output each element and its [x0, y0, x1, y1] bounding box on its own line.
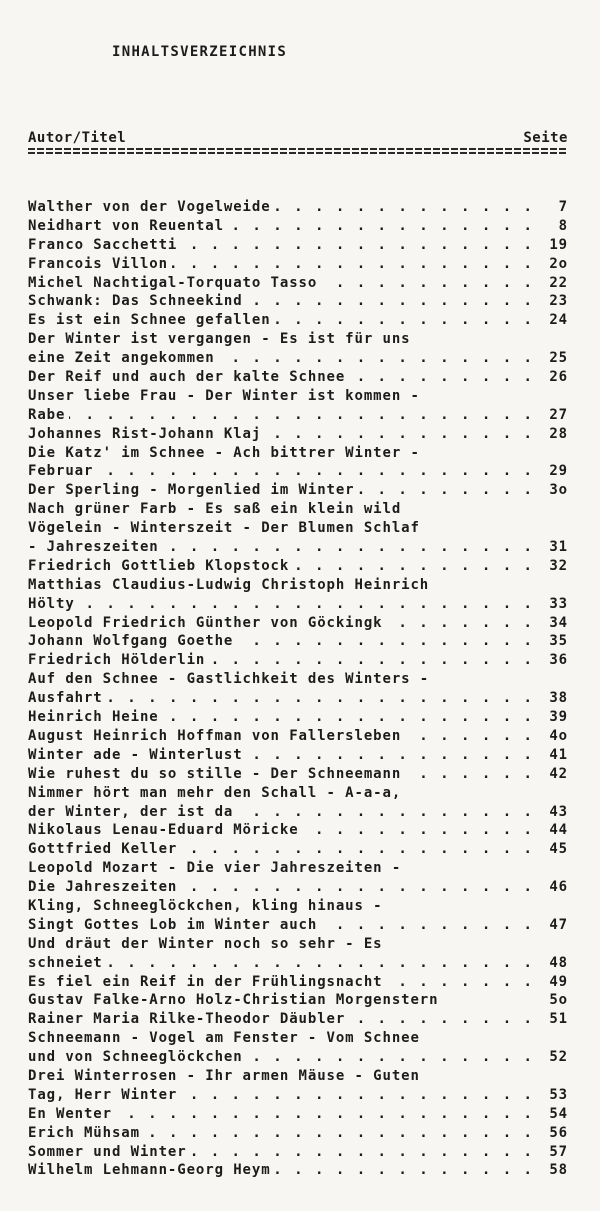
toc-entry — [28, 274, 568, 293]
toc-entry-text: Schneemann - Vogel am Fenster - Vom Schnee — [28, 1030, 424, 1046]
toc-entry-page: 19 — [545, 236, 568, 255]
toc-entry-page: 53 — [545, 1086, 568, 1105]
toc-entry-text: - Jahreszeiten — [28, 539, 163, 555]
toc-entry — [28, 651, 568, 670]
toc-entry — [28, 292, 568, 311]
toc-entry-text: Es fiel ein Reif in der Frühlingsnacht — [28, 974, 387, 990]
toc-entry-page: 2o — [545, 255, 568, 274]
toc-entry — [28, 595, 568, 614]
toc-entry-page: 43 — [545, 803, 568, 822]
header-author-title: Autor/Titel — [28, 130, 127, 146]
toc-entry-page: 42 — [545, 765, 568, 784]
toc-entry — [28, 708, 568, 727]
toc-entry — [28, 897, 568, 916]
toc-entry-text: Kling, Schneeglöckchen, kling hinaus - — [28, 898, 387, 914]
toc-entry — [28, 670, 568, 689]
toc-entry-text: Neidhart von Reuental — [28, 218, 228, 234]
toc-entry — [28, 1086, 568, 1105]
toc-entry-text: Rainer Maria Rilke-Theodor Däubler — [28, 1011, 349, 1027]
toc-entry — [28, 614, 568, 633]
toc-entry-text: Franco Sacchetti — [28, 237, 181, 253]
toc-entry — [28, 519, 568, 538]
toc-entry-text: Friedrich Gottlieb Klopstock — [28, 558, 293, 574]
toc-entry — [28, 991, 568, 1010]
toc-entry — [28, 311, 568, 330]
toc-entry — [28, 425, 568, 444]
header-rule-dashes — [28, 147, 568, 155]
toc-entry-page: 32 — [545, 557, 568, 576]
toc-entry-text: der Winter, der ist da — [28, 804, 237, 820]
toc-entry-text: Die Jahreszeiten — [28, 879, 181, 895]
toc-entry-text: Drei Winterrosen - Ihr armen Mäuse - Guten — [28, 1068, 424, 1084]
toc-entry-text: Der Winter ist vergangen - Es ist für uns — [28, 331, 414, 347]
toc-entry-page: 48 — [545, 954, 568, 973]
toc-entry — [28, 1143, 568, 1162]
toc-entry-page: 22 — [545, 274, 568, 293]
toc-entry — [28, 689, 568, 708]
toc-entry-page: 25 — [545, 349, 568, 368]
toc-entry-text: Der Reif und auch der kalte Schnee — [28, 369, 349, 385]
toc-entry-page: 7 — [555, 198, 568, 217]
toc-entry-page: 45 — [545, 840, 568, 859]
toc-entry-text: Wilhelm Lehmann-Georg Heym — [28, 1162, 275, 1178]
toc-entry-text: Nikolaus Lenau-Eduard Möricke — [28, 822, 303, 838]
toc-entry-text: Tag, Herr Winter — [28, 1087, 181, 1103]
toc-entry-text: Sommer und Winter — [28, 1144, 191, 1160]
toc-entry-text: Die Katz' im Schnee - Ach bittrer Winter - — [28, 445, 424, 461]
toc-entry — [28, 368, 568, 387]
toc-entry-page: 5o — [545, 991, 568, 1010]
toc-entry-page: 8 — [555, 217, 568, 236]
toc-entry — [28, 538, 568, 557]
toc-entry-text: Michel Nachtigal-Torquato Tasso — [28, 275, 321, 291]
toc-entry-text: Der Sperling - Morgenlied im Winter — [28, 482, 359, 498]
toc-entry — [28, 576, 568, 595]
toc-entry-page: 47 — [545, 916, 568, 935]
toc-entry — [28, 746, 568, 765]
toc-entry-page: 44 — [545, 821, 568, 840]
toc-entry-text: Nach grüner Farb - Es saß ein klein wild — [28, 501, 405, 517]
toc-entry — [28, 1161, 568, 1180]
toc-entry-text: Gustav Falke-Arno Holz-Christian Morgenstern — [28, 992, 442, 1008]
toc-entry-text: Hölty — [28, 596, 79, 612]
document-title: INHALTSVERZEICHNIS — [112, 44, 288, 60]
toc-entry — [28, 406, 568, 425]
toc-entry — [28, 1010, 568, 1029]
toc-entry-page: 26 — [545, 368, 568, 387]
toc-entry-page: 24 — [545, 311, 568, 330]
toc-entry — [28, 255, 568, 274]
toc-entry-page: 34 — [545, 614, 568, 633]
toc-entry-text: Unser liebe Frau - Der Winter ist kommen - — [28, 388, 424, 404]
toc-entry — [28, 765, 568, 784]
toc-entry — [28, 217, 568, 236]
toc-entry — [28, 444, 568, 463]
toc-entry-text: Ausfahrt — [28, 690, 107, 706]
toc-entry-page: 46 — [545, 878, 568, 897]
toc-entry — [28, 935, 568, 954]
toc-entry — [28, 330, 568, 349]
toc-entry — [28, 859, 568, 878]
toc-entry-text: Wie ruhest du so stille - Der Schneemann — [28, 766, 405, 782]
toc-entry-page: 28 — [545, 425, 568, 444]
toc-entry-text: Winter ade - Winterlust — [28, 747, 247, 763]
toc-entry-page: 27 — [545, 406, 568, 425]
toc-entry — [28, 954, 568, 973]
toc-entry — [28, 1048, 568, 1067]
toc-entry — [28, 1105, 568, 1124]
toc-entry — [28, 632, 568, 651]
toc-entry-page: 41 — [545, 746, 568, 765]
toc-entry — [28, 1029, 568, 1048]
toc-entry-text: Heinrich Heine — [28, 709, 163, 725]
toc-entry-page: 36 — [545, 651, 568, 670]
toc-entry — [28, 500, 568, 519]
toc-entry-text: Johannes Rist-Johann Klaj — [28, 426, 265, 442]
toc-entry — [28, 481, 568, 500]
toc-entry-text: Erich Mühsam — [28, 1125, 144, 1141]
toc-entry-text: Francois Villon — [28, 256, 172, 272]
toc-entry — [28, 1067, 568, 1086]
toc-entry — [28, 878, 568, 897]
toc-entry-page: 29 — [545, 462, 568, 481]
toc-entry — [28, 349, 568, 368]
toc-entry — [28, 236, 568, 255]
toc-entry — [28, 803, 568, 822]
toc-entry-text: schneiet — [28, 955, 107, 971]
toc-entry — [28, 727, 568, 746]
toc-entry-page: 38 — [545, 689, 568, 708]
toc-entry-text: Gottfried Keller — [28, 841, 181, 857]
toc-entry-page: 58 — [545, 1161, 568, 1180]
toc-entry — [28, 387, 568, 406]
toc-entry-text: Und dräut der Winter noch so sehr - Es — [28, 936, 387, 952]
toc-entry-text: Es ist ein Schnee gefallen — [28, 312, 275, 328]
toc-entry-text: Walther von der Vogelweide — [28, 199, 275, 215]
toc-entry — [28, 840, 568, 859]
toc-entry-text: Nimmer hört man mehr den Schall - A-a-a, — [28, 785, 405, 801]
toc-entry-page: 3o — [545, 481, 568, 500]
toc-entry-page: 57 — [545, 1143, 568, 1162]
toc-entry-page: 23 — [545, 292, 568, 311]
toc-entry-page: 52 — [545, 1048, 568, 1067]
toc-entry-page: 4o — [545, 727, 568, 746]
toc-entry — [28, 784, 568, 803]
toc-entry-text: und von Schneeglöckchen — [28, 1049, 247, 1065]
toc-entry-text: Matthias Claudius-Ludwig Christoph Heinrich — [28, 577, 433, 593]
toc-entry-page: 51 — [545, 1010, 568, 1029]
table-of-contents — [28, 198, 568, 1180]
toc-entry — [28, 973, 568, 992]
toc-entry-text: August Heinrich Hoffman von Fallersleben — [28, 728, 405, 744]
toc-entry — [28, 557, 568, 576]
toc-entry — [28, 198, 568, 217]
toc-entry-text: Auf den Schnee - Gastlichkeit des Winters - — [28, 671, 433, 687]
toc-entry-page: 31 — [545, 538, 568, 557]
toc-entry-text: Singt Gottes Lob im Winter auch — [28, 917, 321, 933]
toc-entry-page: 54 — [545, 1105, 568, 1124]
toc-entry-text: Leopold Mozart - Die vier Jahreszeiten - — [28, 860, 405, 876]
toc-entry-page: 33 — [545, 595, 568, 614]
toc-entry-text: Johann Wolfgang Goethe — [28, 633, 237, 649]
toc-entry-page: 49 — [545, 973, 568, 992]
toc-entry-text: Schwank: Das Schneekind — [28, 293, 247, 309]
toc-entry-text: Leopold Friedrich Günther von Göckingk — [28, 615, 387, 631]
toc-entry-text: Februar — [28, 463, 97, 479]
toc-entry-text: Friedrich Hölderlin — [28, 652, 209, 668]
toc-entry — [28, 1124, 568, 1143]
toc-entry-page: 35 — [545, 632, 568, 651]
toc-entry-page: 56 — [545, 1124, 568, 1143]
toc-entry-text: Rabe — [28, 407, 69, 423]
toc-entry — [28, 821, 568, 840]
toc-entry — [28, 916, 568, 935]
toc-entry-text: eine Zeit angekommen — [28, 350, 219, 366]
toc-entry-text: En Wenter — [28, 1106, 116, 1122]
toc-entry-page: 39 — [545, 708, 568, 727]
toc-entry — [28, 462, 568, 481]
toc-entry-text: Vögelein - Winterszeit - Der Blumen Schlaf — [28, 520, 424, 536]
header-page: Seite — [523, 130, 568, 146]
